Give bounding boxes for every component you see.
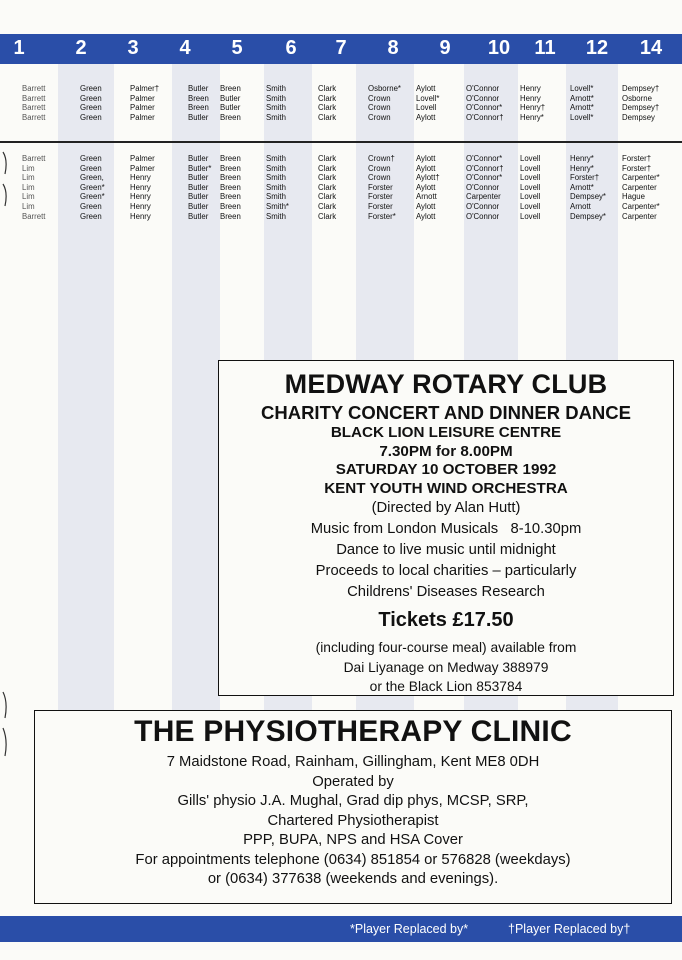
player-cell: Butler <box>188 201 209 211</box>
player-cell: Clark <box>318 192 337 202</box>
legend-bar <box>0 916 682 942</box>
player-cell: Henry* <box>520 112 544 122</box>
player-cell: Clark <box>318 201 337 211</box>
advert-line: (including four-course meal) available from <box>315 640 577 655</box>
player-cell: Henry <box>130 192 151 202</box>
clinic-phone: or (0634) 377638 (weekends and evenings). <box>207 871 499 887</box>
player-cell: Lovell <box>520 182 541 192</box>
table-row <box>0 103 682 113</box>
player-cell: Green <box>80 163 102 173</box>
clinic-line: Gills' physio J.A. Mughal, Grad dip phys, MCSP, SRP, <box>177 793 529 809</box>
player-cell: Smith <box>266 182 286 192</box>
player-cell: Butler <box>188 182 209 192</box>
player-cell: Henry <box>520 84 541 93</box>
player-cell: O'Connor* <box>466 103 503 113</box>
table-row <box>0 154 682 164</box>
player-cell: Lovell* <box>570 84 594 93</box>
clinic-address: 7 Maidstone Road, Rainham, Gillingham, Kent ME8 0DH <box>166 754 540 770</box>
table-divider <box>0 141 682 143</box>
player-cell: Palmer <box>130 93 155 103</box>
advert-venue: BLACK LION LEISURE CENTRE <box>330 424 562 441</box>
table-row <box>0 84 682 94</box>
player-cell: Lim <box>22 173 35 183</box>
player-cell: Green <box>80 211 102 221</box>
table-row <box>0 183 682 193</box>
player-cell: Smith <box>266 173 286 183</box>
table-row <box>0 94 682 104</box>
advert-band: KENT YOUTH WIND ORCHESTRA <box>324 479 568 497</box>
table-row <box>0 113 682 123</box>
player-cell: Crown <box>368 112 391 122</box>
player-cell: Carpenter* <box>622 173 660 183</box>
column-number: 10 <box>487 37 511 59</box>
player-cell: Breen <box>220 211 241 221</box>
advert-line: Music from London Musicals 8-10.30pm <box>310 521 582 537</box>
player-cell: Butler <box>188 84 209 93</box>
advert-line: or the Black Lion 853784 <box>369 679 523 694</box>
table-row <box>0 173 682 183</box>
player-cell: Lovell <box>520 154 541 163</box>
binding-marks <box>0 690 8 760</box>
column-stripe <box>172 34 220 724</box>
player-cell: O'Connor <box>466 84 500 93</box>
player-cell: Lovell <box>520 201 541 211</box>
player-cell: Barrett <box>22 84 46 93</box>
lineup-group-2 <box>0 154 682 221</box>
player-cell: Breen <box>188 93 209 103</box>
player-cell: Smith <box>266 192 286 202</box>
player-cell: Butler <box>188 173 209 183</box>
player-cell: Barrett <box>22 103 46 113</box>
player-cell: Carpenter <box>622 211 657 221</box>
advert-time: 7.30PM for 8.00PM <box>379 442 513 460</box>
player-cell: Henry† <box>520 103 546 113</box>
player-cell: Smith <box>266 103 286 113</box>
player-cell: Carpenter* <box>622 201 660 211</box>
clinic-line: PPP, BUPA, NPS and HSA Cover <box>243 832 463 848</box>
player-cell: Butler <box>220 103 241 113</box>
player-cell: Clark <box>318 93 337 103</box>
player-cell: Green <box>80 103 102 113</box>
player-cell: Osborne* <box>368 84 401 93</box>
column-stripe <box>58 34 114 724</box>
player-cell: O'Connor <box>466 211 500 221</box>
player-cell: Green <box>80 154 102 163</box>
player-cell: Butler <box>188 211 209 221</box>
player-cell: Henry* <box>570 163 594 173</box>
player-cell: Clark <box>318 163 337 173</box>
player-cell: Clark <box>318 182 337 192</box>
player-cell: Green* <box>80 182 105 192</box>
player-cell: Smith <box>266 154 286 163</box>
column-number: 7 <box>335 37 347 59</box>
advert-tickets: Tickets £17.50 <box>378 609 514 631</box>
player-cell: O'Connor <box>466 93 500 103</box>
player-cell: Henry <box>520 93 541 103</box>
player-cell: Carpenter <box>622 182 657 192</box>
player-cell: Aylott <box>416 211 436 221</box>
player-cell: Clark <box>318 103 337 113</box>
player-cell: Breen <box>220 112 241 122</box>
clinic-title: THE PHYSIOTHERAPY CLINIC <box>134 715 572 748</box>
player-cell: Osborne <box>622 93 652 103</box>
player-cell: Aylott <box>416 112 436 122</box>
player-cell: Palmer <box>130 154 155 163</box>
player-cell: Breen <box>220 154 241 163</box>
player-cell: Aylott <box>416 163 436 173</box>
player-cell: Lovell <box>520 173 541 183</box>
legend-replaced-star: *Player Replaced by* <box>350 922 469 936</box>
player-cell: Breen <box>220 84 241 93</box>
advert-director: (Directed by Alan Hutt) <box>371 500 521 516</box>
table-row <box>0 192 682 202</box>
player-cell: Arnott* <box>570 182 594 192</box>
player-cell: Breen <box>220 163 241 173</box>
clinic-line: Operated by <box>312 773 394 790</box>
player-cell: Henry <box>130 182 151 192</box>
player-cell: Palmer <box>130 163 155 173</box>
player-cell: Lovell* <box>570 112 594 122</box>
clinic-line: Chartered Physiotherapist <box>267 812 439 829</box>
player-cell: Crown† <box>368 154 395 163</box>
rotary-club-advert <box>218 360 674 696</box>
player-cell: Clark <box>318 154 337 163</box>
table-row <box>0 212 682 222</box>
player-cell: Barrett <box>22 112 46 122</box>
advert-line: Dai Liyanage on Medway 388979 <box>343 659 549 675</box>
column-number: 2 <box>75 37 87 59</box>
player-cell: Hague <box>622 192 645 202</box>
player-cell: Arnott <box>416 192 437 202</box>
player-cell: Breen <box>220 173 241 183</box>
column-number: 4 <box>179 37 191 59</box>
player-cell: Arnott* <box>570 93 594 103</box>
player-cell: Lim <box>22 163 35 173</box>
player-cell: Forster† <box>622 154 652 163</box>
player-cell: Green* <box>80 192 105 202</box>
player-cell: O'Connor† <box>466 112 504 122</box>
player-cell: Clark <box>318 211 337 221</box>
player-cell: Clark <box>318 84 337 93</box>
player-cell: Smith <box>266 84 286 93</box>
player-cell: O'Connor* <box>466 154 503 163</box>
player-cell: Dempsey* <box>570 211 606 221</box>
advert-date: SATURDAY 10 OCTOBER 1992 <box>335 461 557 478</box>
column-number: 3 <box>127 37 139 59</box>
table-row <box>0 164 682 174</box>
player-cell: Aylott† <box>416 173 440 183</box>
player-cell: Forster* <box>368 211 396 221</box>
physiotherapy-clinic-advert <box>34 710 672 904</box>
player-cell: Forster <box>368 192 393 202</box>
player-cell: Lovell <box>520 192 541 202</box>
player-cell: Clark <box>318 173 337 183</box>
player-cell: Breen <box>220 182 241 192</box>
player-cell: Crown <box>368 103 391 113</box>
advert-title: MEDWAY ROTARY CLUB <box>284 369 608 399</box>
player-cell: Barrett <box>22 154 46 163</box>
column-header-bar <box>0 34 682 64</box>
advert-line: Childrens' Diseases Research <box>347 584 545 600</box>
player-cell: Green <box>80 112 102 122</box>
player-cell: Breen <box>220 192 241 202</box>
player-cell: Carpenter <box>466 192 501 202</box>
player-cell: Crown <box>368 93 391 103</box>
player-cell: Dempsey <box>622 112 655 122</box>
player-cell: Smith <box>266 112 286 122</box>
advert-line: Proceeds to local charities – particularly <box>315 563 577 579</box>
player-cell: Breen <box>220 201 241 211</box>
player-cell: O'Connor <box>466 182 500 192</box>
player-cell: Aylott <box>416 201 436 211</box>
player-cell: Butler <box>188 112 209 122</box>
player-cell: Green <box>80 84 102 93</box>
player-cell: Breen <box>188 103 209 113</box>
player-cell: Butler <box>188 154 209 163</box>
player-cell: Clark <box>318 112 337 122</box>
player-cell: Butler <box>220 93 241 103</box>
player-cell: Forster† <box>622 163 652 173</box>
player-cell: Green <box>80 201 102 211</box>
player-cell: Palmer† <box>130 84 160 93</box>
player-cell: Green <box>80 93 102 103</box>
lineup-group-1 <box>0 84 682 122</box>
player-cell: Barrett <box>22 211 46 221</box>
player-cell: Smith <box>266 93 286 103</box>
player-cell: O'Connor† <box>466 163 504 173</box>
player-cell: Butler <box>188 192 209 202</box>
player-cell: Lovell* <box>416 93 440 103</box>
player-cell: Smith* <box>266 201 289 211</box>
advert-subtitle: CHARITY CONCERT AND DINNER DANCE <box>260 402 631 423</box>
player-cell: Butler* <box>188 163 212 173</box>
player-cell: Lovell <box>416 103 437 113</box>
column-number: 8 <box>387 37 399 59</box>
player-cell: Forster† <box>570 173 600 183</box>
player-cell: O'Connor <box>466 201 500 211</box>
player-cell: Arnott <box>570 201 591 211</box>
player-cell: Crown <box>368 173 391 183</box>
legend-replaced-dagger: †Player Replaced by† <box>508 922 631 936</box>
player-cell: Palmer <box>130 103 155 113</box>
player-cell: Barrett <box>22 93 46 103</box>
player-cell: Aylott <box>416 182 436 192</box>
player-cell: Henry <box>130 211 151 221</box>
player-cell: Forster <box>368 182 393 192</box>
player-cell: Lim <box>22 201 35 211</box>
column-number: 11 <box>534 37 556 59</box>
player-cell: Lovell <box>520 163 541 173</box>
player-cell: Lim <box>22 192 35 202</box>
player-cell: Dempsey* <box>570 192 606 202</box>
player-cell: O'Connor* <box>466 173 503 183</box>
player-cell: Lovell <box>520 211 541 221</box>
column-number: 6 <box>285 37 297 59</box>
player-cell: Henry* <box>570 154 594 163</box>
clinic-phone: For appointments telephone (0634) 851854 or 576828 (weekdays) <box>135 851 571 868</box>
player-cell: Aylott <box>416 154 436 163</box>
player-cell: Smith <box>266 211 286 221</box>
player-cell: Smith <box>266 163 286 173</box>
player-cell: Henry <box>130 173 151 183</box>
advert-line: Dance to live music until midnight <box>336 542 556 558</box>
player-cell: Lim <box>22 182 35 192</box>
column-number: 14 <box>639 37 663 59</box>
player-cell: Henry <box>130 201 151 211</box>
column-number: 1 <box>13 37 25 59</box>
player-cell: Aylott <box>416 84 436 93</box>
player-cell: Dempsey† <box>622 84 660 93</box>
column-number: 9 <box>439 37 451 59</box>
player-cell: Arnott* <box>570 103 594 113</box>
player-cell: Palmer <box>130 112 155 122</box>
player-cell: Crown <box>368 163 391 173</box>
column-number: 5 <box>231 37 243 59</box>
player-cell: Dempsey† <box>622 103 660 113</box>
column-number: 12 <box>585 37 609 59</box>
player-cell: Green, <box>80 173 104 183</box>
table-row <box>0 202 682 212</box>
player-cell: Forster <box>368 201 393 211</box>
